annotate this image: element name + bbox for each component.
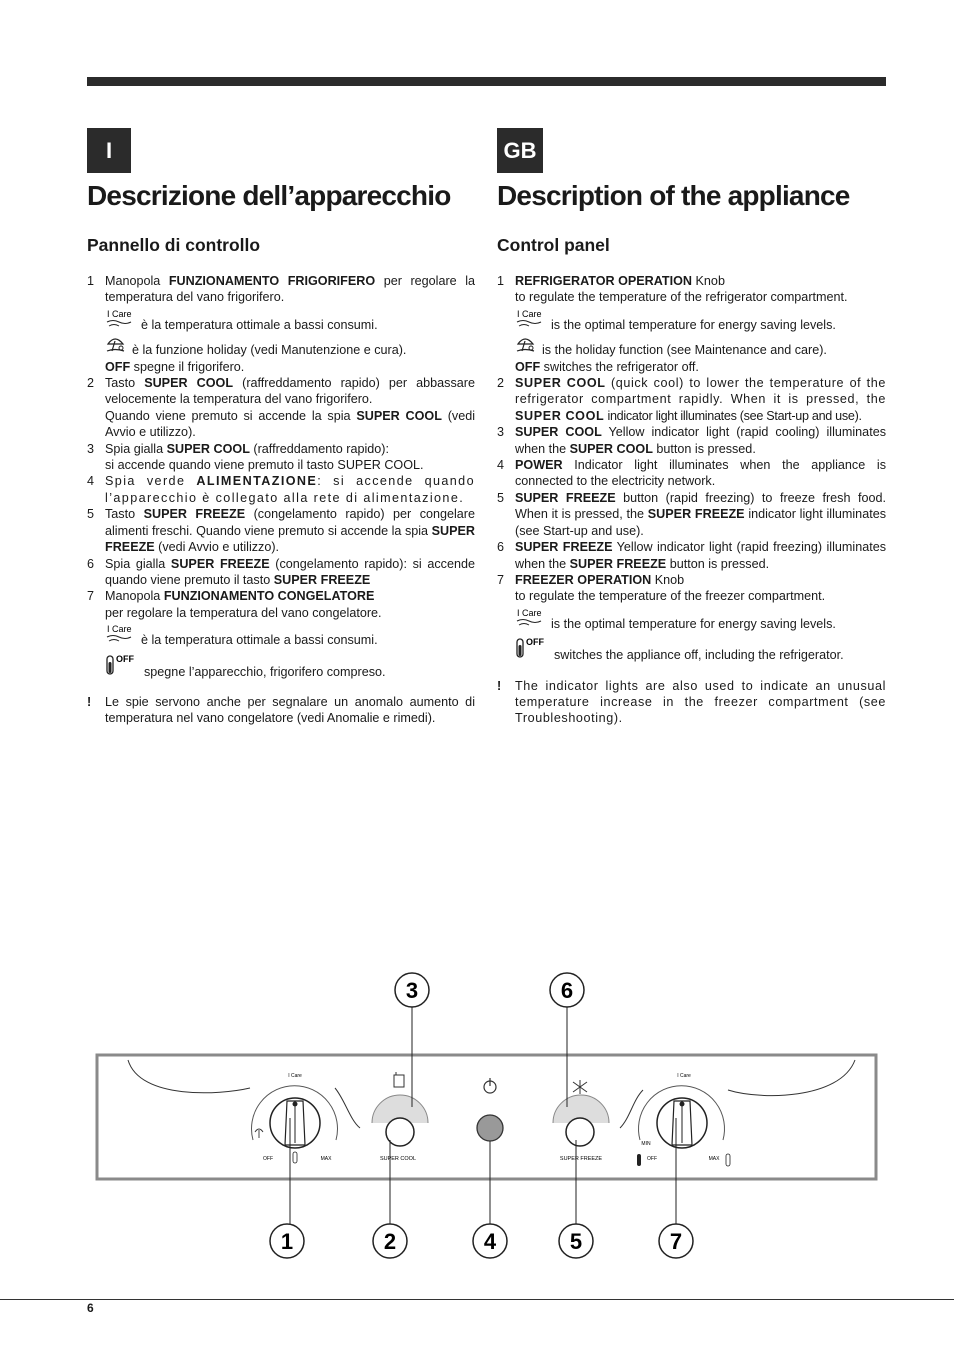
section-title-gb: Control panel — [497, 235, 610, 255]
off-note: OFF switches the refrigerator off. — [515, 359, 699, 374]
callout-6 — [550, 973, 584, 1007]
knob-max-label: MAX — [320, 1156, 332, 1162]
off-icon — [105, 652, 139, 680]
svg-text:4: 4 — [483, 1229, 497, 1254]
page-title-gb: Description of the appliance — [497, 180, 850, 211]
icare-note: I Care is the optimal temperature for energy saving levels. — [517, 308, 836, 332]
knob-min-label: MIN — [641, 1141, 651, 1147]
callouts — [270, 973, 693, 1258]
off-note: OFF spegne l’apparecchio, frigorifero compreso. — [87, 652, 475, 680]
holiday-icon — [515, 336, 537, 358]
off-note: OFF spegne il frigorifero. — [105, 359, 245, 374]
svg-text:5: 5 — [569, 1229, 583, 1254]
header-rule — [87, 77, 886, 86]
page-number: 6 — [87, 1301, 94, 1315]
callout-3 — [395, 973, 429, 1007]
language-badge-it: I — [87, 128, 131, 173]
knob-max-label: MAX — [708, 1156, 720, 1162]
list-item: 4 POWER Indicator light illuminates when the appliance is connected to the electricity network. — [497, 458, 886, 489]
list-item: 5 SUPER FREEZE button (rapid freezing) to freeze fresh food. When it is pressed, the SUPER FREEZE indicator light illuminates (see Start-up and use). — [497, 490, 887, 538]
knob-off-label: OFF — [263, 1156, 273, 1162]
knob-icare-label: I Care — [288, 1073, 302, 1079]
icare-note: I Care is the optimal temperature for energy saving levels. — [517, 607, 836, 631]
icare-icon — [515, 309, 546, 333]
svg-text:OFF: OFF — [116, 653, 134, 664]
callout-4 — [473, 1224, 507, 1258]
callout-1 — [270, 1224, 304, 1258]
icare-icon — [105, 309, 136, 333]
english-column — [497, 273, 886, 727]
svg-text:I Care: I Care — [107, 308, 132, 319]
callout-2 — [373, 1224, 407, 1258]
warning-note: ! Le spie servono anche per segnalare un anomalo aumento di temperatura nel vano congelatore (vedi Anomalie e rimedi). — [87, 694, 475, 726]
list-item: 4 Spia verde ALIMENTAZIONE: si accende quando l’apparecchio è collegato alla rete di alimentazione. — [87, 474, 475, 505]
holiday-note: is the holiday function (see Maintenance and care). — [497, 336, 886, 358]
icare-note: I Care è la temperatura ottimale a bassi consumi. — [107, 308, 378, 332]
list-item: 7 FREEZER OPERATION Knob to regulate the temperature of the freezer compartment. — [497, 572, 826, 604]
icare-icon — [515, 608, 546, 632]
svg-text:6: 6 — [560, 978, 574, 1003]
list-item: 3 SUPER COOL Yellow indicator light (rapid cooling) illuminates when the SUPER COOL button is pressed. — [497, 425, 886, 456]
warning-note: ! The indicator lights are also used to indicate an unusual temperature increase in the freezer compartment (see Troubleshooting). — [497, 678, 886, 726]
svg-text:I Care: I Care — [517, 308, 542, 319]
list-item: 7 Manopola FUNZIONAMENTO CONGELATORE per regolare la temperatura del vano congelatore. — [87, 589, 382, 620]
off-note: OFF switches the appliance off, including the refrigerator. — [497, 635, 886, 663]
list-item: 5 Tasto SUPER FREEZE (congelamento rapido) per congelare alimenti freschi. Quando viene premuto si accende la spia SUPER FREEZE (vedi Avvio e utilizzo). — [87, 507, 476, 555]
list-item: 1 Manopola FUNZIONAMENTO FRIGORIFERO per regolare la temperatura del vano frigorifero. — [87, 274, 476, 305]
super-cool-button — [372, 1072, 428, 1162]
list-item: 6 SUPER FREEZE Yellow indicator light (rapid freezing) illuminates when the SUPER FREEZE button is pressed. — [497, 540, 886, 571]
warning-icon: ! — [87, 694, 92, 709]
svg-text:I Care: I Care — [107, 624, 132, 635]
control-panel-diagram — [0, 960, 954, 1270]
icare-icon — [105, 624, 136, 648]
page-title-it: Descrizione dell’apparecchio — [87, 180, 451, 211]
section-title-it: Pannello di controllo — [87, 235, 261, 255]
list-item: 3 Spia gialla SUPER COOL (raffreddamento rapido): si accende quando viene premuto il tasto SUPER COOL. — [87, 441, 424, 473]
freezer-knob — [637, 1073, 730, 1166]
super-freeze-label: SUPER FREEZE — [559, 1156, 603, 1162]
off-icon — [515, 635, 549, 663]
svg-text:2: 2 — [383, 1229, 397, 1254]
svg-text:OFF: OFF — [526, 637, 544, 648]
callout-5 — [559, 1224, 593, 1258]
list-item: 2 SUPER COOL (quick cool) to lower the temperature of the refrigerator compartment rapidly. When it is pressed, the SUPER COOL indicator light illuminates (see Start-up and use). — [497, 376, 886, 423]
holiday-icon — [105, 336, 127, 358]
svg-text:I Care: I Care — [517, 607, 542, 618]
holiday-note: è la funzione holiday (vedi Manutenzione e cura). — [87, 336, 475, 358]
callout-7 — [659, 1224, 693, 1258]
super-cool-label: SUPER COOL — [379, 1156, 417, 1162]
language-badge-gb: GB — [497, 128, 543, 173]
knob-icare-label: I Care — [677, 1073, 691, 1079]
warning-icon: ! — [497, 678, 502, 693]
footer-rule — [0, 1299, 954, 1300]
list-item: 2 Tasto SUPER COOL (raffreddamento rapido) per abbassare velocemente la temperatura del vano frigorifero. Quando viene premuto si accende la spia SUPER COOL (vedi Avvio e utilizzo). — [87, 376, 476, 440]
knob-off-label: OFF — [647, 1156, 657, 1162]
icare-note: I Care è la temperatura ottimale a bassi consumi. — [107, 624, 378, 648]
list-item: 1 REFRIGERATOR OPERATION Knob to regulate the temperature of the refrigerator compartment. — [497, 274, 848, 305]
svg-text:1: 1 — [280, 1229, 294, 1254]
italian-column — [87, 273, 475, 727]
svg-text:7: 7 — [669, 1229, 683, 1254]
fridge-knob — [252, 1073, 338, 1163]
list-item: 6 Spia gialla SUPER FREEZE (congelamento rapido): si accende quando viene premuto il tasto SUPER FREEZE — [87, 556, 475, 587]
svg-text:3: 3 — [405, 978, 419, 1003]
power-indicator — [477, 1078, 503, 1141]
super-freeze-button — [553, 1080, 609, 1162]
